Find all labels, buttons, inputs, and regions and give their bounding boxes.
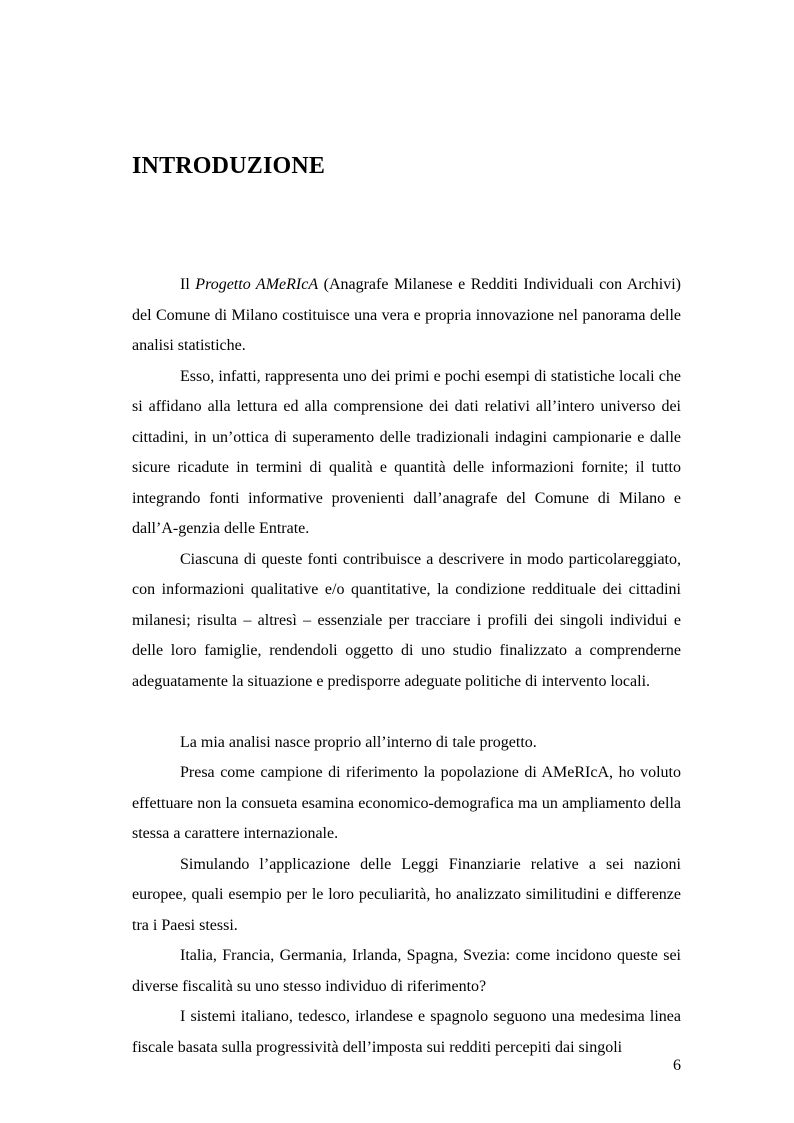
paragraph-6: Simulando l’applicazione delle Leggi Finanziarie relative a sei nazioni europee, quali esempio per le loro peculiarità, ho analizzato similitudini e differenze tra i Paesi stessi.	[132, 855, 681, 934]
paragraph-4: La mia analisi nasce proprio all’interno di tale progetto.	[180, 733, 537, 751]
paragraph-2: Esso, infatti, rappresenta uno dei primi e pochi esempi di statistiche locali che si affidano alla lettura ed alla comprensione dei dati relativi all’intero universo dei cittadini, in un’ottica di superamento delle tradizionali indagini campionarie e dalle sicure ricadute in termini di qualità e quantità delle informazioni fornite; il tutto integrando fonti informative provenienti dall’anagrafe del Comune di Milano e dall’A-genzia delle Entrate.	[132, 367, 681, 537]
body-text	[132, 270, 681, 1063]
paragraph-1-lead: Il	[180, 276, 196, 293]
paragraph-5: Presa come campione di riferimento la popolazione di AMeRIcA, ho voluto effettuare non la consueta esamina economico-demografica ma un ampliamento della stessa a carattere internazionale.	[132, 764, 681, 842]
paragraph-3: Ciascuna di queste fonti contribuisce a descrivere in modo particolareggiato, con informazioni qualitative e/o quantitative, la condizione reddituale dei cittadini milanesi; risulta – altresì – essenziale per tracciare i profili dei singoli individui e delle loro famiglie, rendendoli oggetto di uno studio finalizzato a comprenderne adeguatamente la situazione e predisporre adeguate politiche di intervento locali.	[132, 550, 681, 690]
page-title: INTRODUZIONE	[132, 153, 326, 179]
page-number: 6	[673, 1057, 681, 1074]
paragraph-7: Italia, Francia, Germania, Irlanda, Spagna, Svezia: come incidono queste sei diverse fiscalità su uno stesso individuo di riferimento?	[132, 947, 681, 995]
project-name-italic: Progetto AMeRIcA	[195, 276, 319, 293]
paragraph-gap	[132, 697, 681, 728]
paragraph-8: I sistemi italiano, tedesco, irlandese e spagnolo seguono una medesima linea fiscale basata sulla progressività dell’imposta sui redditi percepiti dai singoli	[132, 1008, 681, 1056]
paragraph-1	[132, 270, 681, 362]
paragraph-1-rest: (Anagrafe Milanese e Redditi Individuali con Archivi) del Comune di Milano costituisce una vera e propria innovazione nel panorama delle analisi statistiche.	[132, 276, 682, 354]
